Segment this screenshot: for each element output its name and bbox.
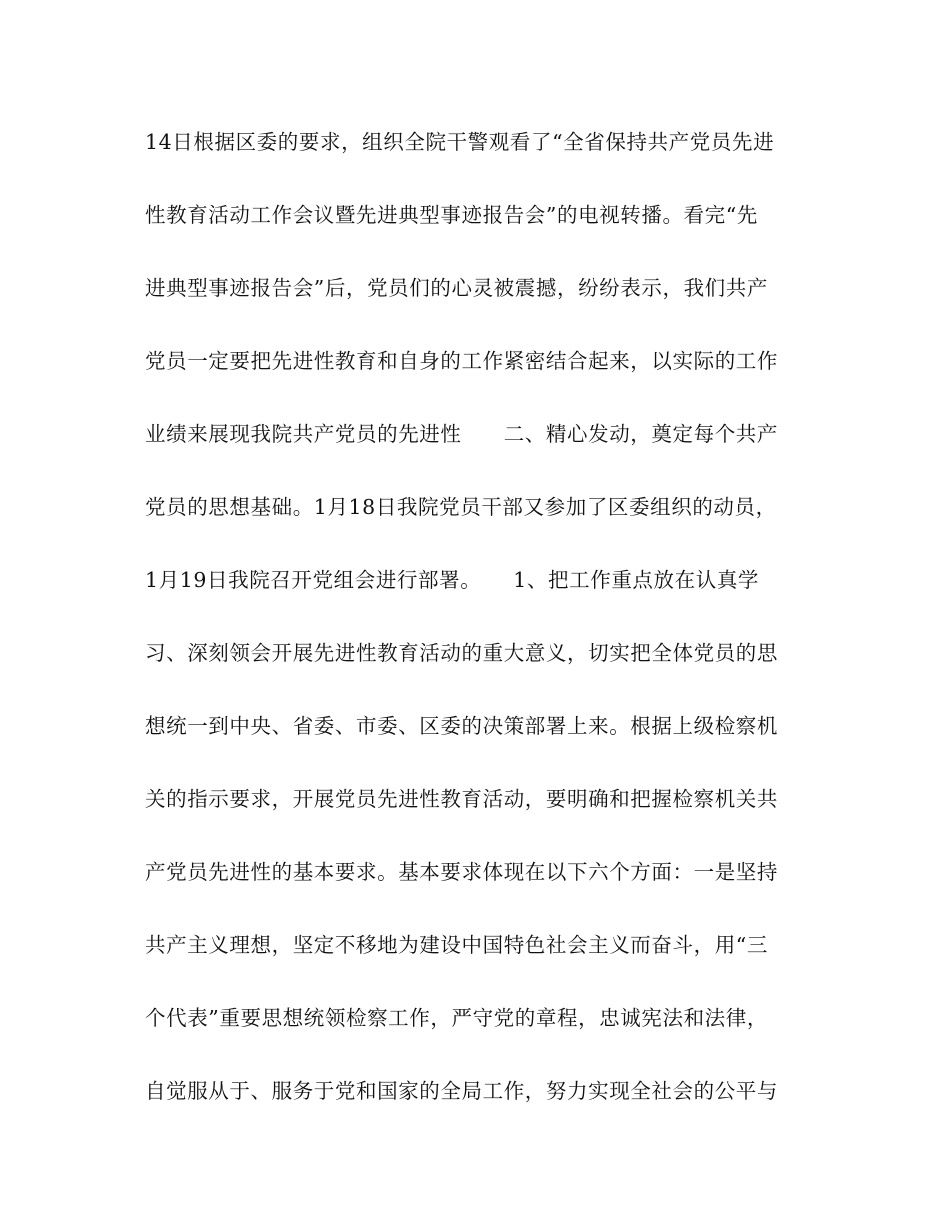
text-line-2: 性教育活动工作会议暨先进典型事迹报告会”的电视转播。看完“先 xyxy=(145,203,758,227)
text-line-11: 产党员先进性的基本要求。基本要求体现在以下六个方面：一是坚持 xyxy=(145,860,778,884)
text-line-5: 业绩来展现我院共产党员的先进性 二、精心发动，奠定每个共产 xyxy=(145,422,778,446)
text-line-14: 自觉服从于、服务于党和国家的全局工作，努力实现全社会的公平与 xyxy=(145,1079,778,1103)
text-line-6: 党员的思想基础。1月18日我院党员干部又参加了区委组织的动员， xyxy=(145,495,777,519)
text-line-8: 习、深刻领会开展先进性教育活动的重大意义，切实把全体党员的思 xyxy=(145,641,778,665)
text-line-12: 共产主义理想，坚定不移地为建设中国特色社会主义而奋斗，用“三 xyxy=(145,933,768,957)
text-line-10: 关的指示要求，开展党员先进性教育活动，要明确和把握检察机关共 xyxy=(145,787,778,811)
text-line-7: 1月19日我院召开党组会进行部署。 1、把工作重点放在认真学 xyxy=(145,568,760,592)
text-line-9: 想统一到中央、省委、市委、区委的决策部署上来。根据上级检察机 xyxy=(145,714,778,738)
text-line-3: 进典型事迹报告会”后，党员们的心灵被震撼，纷纷表示，我们共产 xyxy=(145,276,768,300)
text-line-13: 个代表”重要思想统领检察工作，严守党的章程，忠诚宪法和法律， xyxy=(145,1006,768,1030)
text-line-4: 党员一定要把先进性教育和自身的工作紧密结合起来，以实际的工作 xyxy=(145,349,778,373)
text-line-1: 14日根据区委的要求，组织全院干警观看了“全省保持共产党员先进 xyxy=(145,130,775,154)
